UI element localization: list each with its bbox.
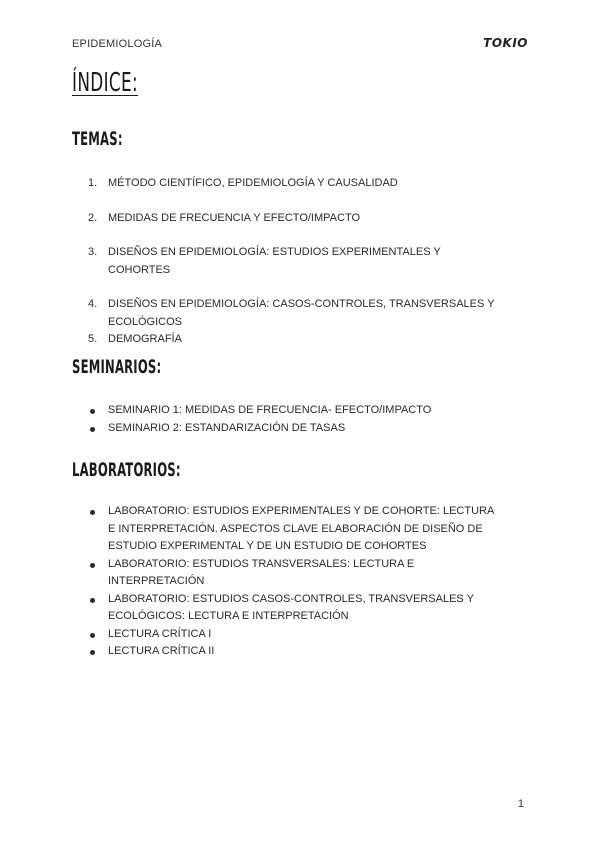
list-item bbox=[0, 503, 600, 556]
list-item-text: MEDIDAS DE FRECUENCIA Y EFECTO/IMPACTO bbox=[108, 211, 361, 224]
list-number: 3. bbox=[88, 246, 98, 258]
seminarios-list bbox=[0, 402, 600, 437]
list-item bbox=[0, 175, 600, 193]
list-number: 2. bbox=[88, 211, 98, 224]
list-item-text: SEMINARIO 2: ESTANDARIZACIÓN DE TASAS bbox=[108, 421, 346, 434]
list-item bbox=[0, 331, 600, 349]
list-item bbox=[0, 244, 600, 279]
laboratorios-heading: LABORATORIOS: bbox=[72, 459, 181, 481]
list-item-text: DISEÑOS EN EPIDEMIOLOGÍA: ESTUDIOS EXPERIMENTALES Y COHORTES bbox=[108, 246, 441, 276]
list-item bbox=[0, 296, 600, 331]
temas-list bbox=[0, 175, 600, 349]
list-item bbox=[0, 626, 600, 644]
bullet-icon bbox=[90, 427, 95, 432]
header-author: TOKIO bbox=[483, 36, 528, 50]
list-item-text: DISEÑOS EN EPIDEMIOLOGÍA: CASOS-CONTROLES, TRANSVERSALES Y ECOLÓGICOS bbox=[108, 298, 495, 328]
bullet-icon bbox=[90, 598, 95, 603]
list-item-text: LECTURA CRÍTICA II bbox=[108, 645, 215, 657]
list-item bbox=[0, 420, 600, 438]
seminarios-heading: SEMINARIOS: bbox=[72, 356, 162, 378]
index-title: ÍNDICE: bbox=[72, 68, 139, 98]
list-item bbox=[0, 556, 600, 591]
page-number: 1 bbox=[517, 798, 524, 810]
list-item-text: DEMOGRAFÍA bbox=[108, 333, 182, 345]
bullet-icon bbox=[90, 650, 95, 655]
list-number: 1. bbox=[88, 177, 98, 189]
list-number: 4. bbox=[88, 298, 98, 310]
list-item-text: LABORATORIO: ESTUDIOS EXPERIMENTALES Y DE COHORTE: LECTURA E INTERPRETACIÓN. ASPECTOS CLAVE ELABORACIÓN DE DISEÑO DE ESTUDIO EXPERIMENTAL Y DE UN ESTUDIO DE COHORTES bbox=[108, 505, 494, 552]
laboratorios-list bbox=[0, 503, 600, 661]
list-item-text: LECTURA CRÍTICA I bbox=[108, 627, 212, 640]
list-item bbox=[0, 643, 600, 661]
bullet-icon bbox=[90, 633, 95, 638]
list-item-text: LABORATORIO: ESTUDIOS CASOS-CONTROLES, TRANSVERSALES Y ECOLÓGICOS: LECTURA E INTERPRETACIÓN bbox=[108, 592, 474, 622]
bullet-icon bbox=[90, 510, 95, 515]
temas-heading: TEMAS: bbox=[72, 128, 123, 150]
list-item bbox=[0, 210, 600, 228]
list-item-text: SEMINARIO 1: MEDIDAS DE FRECUENCIA- EFECTO/IMPACTO bbox=[108, 404, 432, 416]
list-item bbox=[0, 591, 600, 626]
bullet-icon bbox=[90, 563, 95, 568]
list-number: 5. bbox=[88, 333, 98, 345]
header-subject: EPIDEMIOLOGÍA bbox=[72, 38, 163, 50]
list-item-text: MÉTODO CIENTÍFICO, EPIDEMIOLOGÍA Y CAUSALIDAD bbox=[108, 177, 398, 189]
list-item-text: LABORATORIO: ESTUDIOS TRANSVERSALES: LECTURA E INTERPRETACIÓN bbox=[108, 557, 415, 587]
list-item bbox=[0, 402, 600, 420]
bullet-icon bbox=[90, 409, 95, 414]
